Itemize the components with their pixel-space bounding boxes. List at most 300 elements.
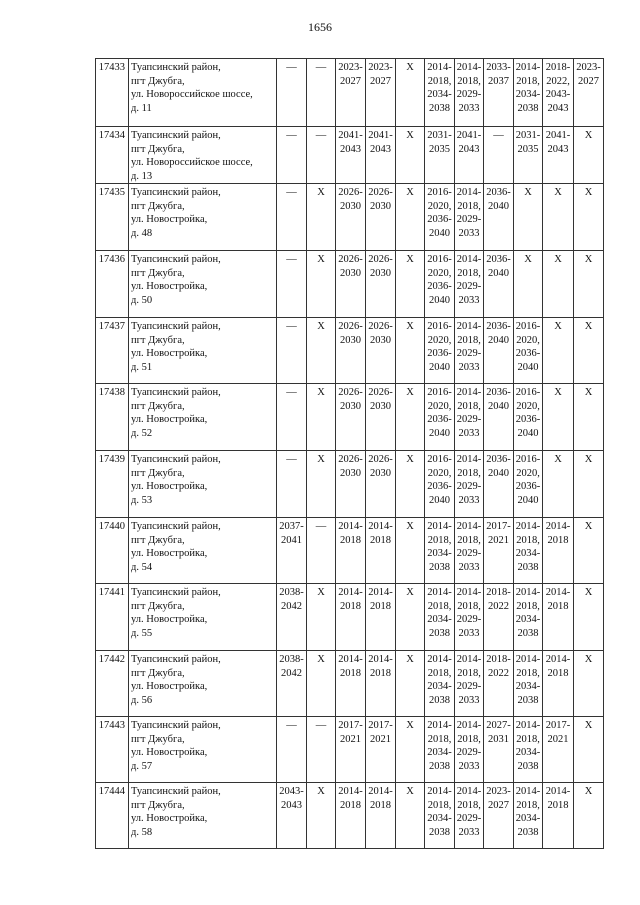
period-cell xyxy=(543,59,574,127)
cell-line: 2027 xyxy=(578,75,599,87)
cell-line: 2027- xyxy=(486,720,511,731)
cell-line: 2033 xyxy=(458,427,480,439)
cell-line: 2034- xyxy=(427,89,452,100)
cell-line: 2014- xyxy=(515,521,541,532)
cell-line: Туапсинский район, xyxy=(131,521,221,532)
cell-line: X xyxy=(584,521,593,532)
table-row xyxy=(96,651,604,717)
cell-line: 2040 xyxy=(429,361,450,373)
period-cell xyxy=(543,783,574,849)
table-row xyxy=(96,518,604,584)
cell-line: пгт Джубга, xyxy=(131,534,185,546)
cell-line: 2029- xyxy=(456,214,482,225)
period-cell xyxy=(366,518,396,584)
cell-line: д. 55 xyxy=(131,627,153,639)
period-cell xyxy=(277,584,307,651)
period-cell xyxy=(307,518,336,584)
cell-line: 2038 xyxy=(517,694,539,706)
cell-line: 2041- xyxy=(338,130,363,141)
cell-line: 2030 xyxy=(370,400,391,412)
address-cell xyxy=(129,184,277,251)
cell-line: 2043 xyxy=(281,799,302,811)
cell-line: 2020, xyxy=(427,334,452,346)
cell-line: — xyxy=(315,62,327,73)
cell-line: 2038 xyxy=(517,561,539,573)
table-row xyxy=(96,783,604,849)
cell-line: — xyxy=(315,130,327,141)
cell-line: 2014- xyxy=(456,654,482,665)
cell-line: 2036- xyxy=(427,481,452,492)
cell-line: пгт Джубга, xyxy=(131,200,185,212)
cell-line: 2022, xyxy=(546,75,570,87)
period-cell xyxy=(425,584,455,651)
period-cell xyxy=(543,584,574,651)
period-cell xyxy=(396,127,425,184)
cell-line: пгт Джубга, xyxy=(131,267,185,279)
cell-line: 2040 xyxy=(517,427,539,439)
cell-line: X xyxy=(584,587,593,598)
period-cell xyxy=(425,251,455,318)
cell-line: 2034- xyxy=(427,548,452,559)
cell-line: 2036- xyxy=(515,414,541,425)
cell-line: 2014- xyxy=(338,786,363,797)
cell-line: 2040 xyxy=(488,467,509,479)
cell-line: 2029- xyxy=(456,747,482,758)
period-cell xyxy=(366,59,396,127)
cell-line: X xyxy=(584,720,593,731)
period-cell xyxy=(574,127,604,184)
cell-line: 2018- xyxy=(545,62,571,73)
cell-line: X xyxy=(317,254,325,265)
cell-line: 2030 xyxy=(340,267,361,279)
period-cell xyxy=(277,651,307,717)
cell-line: X xyxy=(406,130,414,141)
period-cell xyxy=(366,184,396,251)
record-number: 17444 xyxy=(96,783,129,849)
cell-line: 2034- xyxy=(427,813,452,824)
period-cell xyxy=(543,318,574,384)
cell-line: — xyxy=(493,130,504,141)
cell-line: 2014- xyxy=(456,62,482,73)
cell-line: д. 13 xyxy=(131,170,153,182)
cell-line: 2034- xyxy=(515,813,541,824)
period-cell xyxy=(396,651,425,717)
cell-line: 2038 xyxy=(517,826,539,838)
period-cell xyxy=(336,251,366,318)
cell-line: 2036- xyxy=(486,387,511,398)
cell-line: X xyxy=(554,321,562,332)
cell-line: 2018 xyxy=(547,534,569,546)
table-row xyxy=(96,318,604,384)
cell-line: 2018, xyxy=(427,75,452,87)
cell-line: 2030 xyxy=(370,200,391,212)
period-cell xyxy=(514,717,543,783)
cell-line: X xyxy=(317,454,325,465)
period-cell xyxy=(574,251,604,318)
cell-line: X xyxy=(317,654,325,665)
cell-line: 2033 xyxy=(458,227,480,239)
period-cell xyxy=(366,651,396,717)
period-cell xyxy=(514,451,543,518)
period-cell xyxy=(484,783,514,849)
cell-line: 2018 xyxy=(547,600,569,612)
period-cell xyxy=(307,127,336,184)
period-cell xyxy=(574,451,604,518)
cell-line: 2017- xyxy=(486,521,511,532)
period-cell xyxy=(484,384,514,451)
cell-line: 2014- xyxy=(515,587,541,598)
table-body xyxy=(96,59,604,849)
cell-line: Туапсинский район, xyxy=(131,187,221,198)
cell-line: 2036- xyxy=(427,214,452,225)
cell-line: 2014- xyxy=(456,387,482,398)
period-cell xyxy=(484,184,514,251)
cell-line: 2033 xyxy=(458,494,480,506)
cell-line: — xyxy=(315,720,327,731)
cell-line: д. 48 xyxy=(131,227,153,239)
cell-line: 2014- xyxy=(515,62,541,73)
cell-line: 2041- xyxy=(456,130,482,141)
cell-line: 2014- xyxy=(427,62,452,73)
period-cell xyxy=(396,717,425,783)
cell-line: д. 53 xyxy=(131,494,153,506)
cell-line: д. 50 xyxy=(131,294,153,306)
cell-line: X xyxy=(317,187,325,198)
address-cell xyxy=(129,451,277,518)
cell-line: 2014- xyxy=(456,454,482,465)
cell-line: 2014- xyxy=(456,187,482,198)
cell-line: 2034- xyxy=(515,614,541,625)
cell-line: 2018, xyxy=(457,200,481,212)
period-cell xyxy=(574,318,604,384)
cell-line: 2014- xyxy=(545,587,571,598)
cell-line: 2036- xyxy=(486,321,511,332)
cell-line: 2040 xyxy=(429,494,450,506)
cell-line: 2021 xyxy=(547,733,569,745)
cell-line: 2031- xyxy=(427,130,452,141)
cell-line: X xyxy=(406,62,414,73)
cell-line: 2031- xyxy=(515,130,541,141)
cell-line: 2026- xyxy=(338,254,363,265)
cell-line: X xyxy=(406,587,414,598)
cell-line: 2018, xyxy=(427,733,452,745)
period-cell xyxy=(574,384,604,451)
cell-line: 2026- xyxy=(368,454,393,465)
cell-line: 2026- xyxy=(338,187,363,198)
cell-line: 2014- xyxy=(338,587,363,598)
cell-line: ул. Новостройка, xyxy=(131,614,208,625)
cell-line: Туапсинский район, xyxy=(131,321,221,332)
period-cell xyxy=(396,184,425,251)
period-cell xyxy=(336,318,366,384)
cell-line: 2018, xyxy=(457,467,481,479)
cell-line: 2018 xyxy=(340,534,361,546)
record-number: 17439 xyxy=(96,451,129,518)
table-row xyxy=(96,127,604,184)
period-cell xyxy=(336,184,366,251)
period-cell xyxy=(307,184,336,251)
cell-line: 2014- xyxy=(456,786,482,797)
cell-line: 2043 xyxy=(547,102,569,114)
address-cell xyxy=(129,783,277,849)
cell-line: 2038- xyxy=(279,654,304,665)
period-cell xyxy=(514,651,543,717)
period-cell xyxy=(366,717,396,783)
period-cell xyxy=(277,518,307,584)
cell-line: ул. Новороссийское шоссе, xyxy=(131,157,253,168)
cell-line: д. 58 xyxy=(131,826,153,838)
cell-line: X xyxy=(317,321,325,332)
cell-line: 2016- xyxy=(427,254,452,265)
cell-line: 2014- xyxy=(456,720,482,731)
period-cell xyxy=(396,783,425,849)
cell-line: 2029- xyxy=(456,548,482,559)
period-cell xyxy=(277,127,307,184)
cell-line: 2018 xyxy=(547,799,569,811)
cell-line: 2014- xyxy=(545,654,571,665)
cell-line: 2040 xyxy=(488,267,509,279)
cell-line: 2029- xyxy=(456,348,482,359)
cell-line: пгт Джубга, xyxy=(131,667,185,679)
address-cell xyxy=(129,318,277,384)
period-cell xyxy=(336,384,366,451)
record-number: 17438 xyxy=(96,384,129,451)
period-cell xyxy=(425,518,455,584)
period-cell xyxy=(574,783,604,849)
cell-line: 2014- xyxy=(515,720,541,731)
cell-line: 2018, xyxy=(457,334,481,346)
period-cell xyxy=(277,184,307,251)
cell-line: 2036- xyxy=(427,348,452,359)
table-row xyxy=(96,717,604,783)
period-cell xyxy=(307,251,336,318)
cell-line: — xyxy=(286,187,297,198)
cell-line: пгт Джубга, xyxy=(131,799,185,811)
cell-line: 2014- xyxy=(545,786,571,797)
cell-line: ул. Новостройка, xyxy=(131,681,208,692)
cell-line: 2018 xyxy=(340,600,361,612)
cell-line: 2018, xyxy=(427,534,452,546)
cell-line: 2014- xyxy=(427,786,452,797)
cell-line: — xyxy=(286,720,297,731)
period-cell xyxy=(366,251,396,318)
cell-line: 2018, xyxy=(457,733,481,745)
address-cell xyxy=(129,59,277,127)
cell-line: 2040 xyxy=(517,494,539,506)
cell-line: 2018, xyxy=(457,799,481,811)
period-cell xyxy=(484,518,514,584)
cell-line: 2038 xyxy=(517,102,539,114)
period-cell xyxy=(484,318,514,384)
cell-line: 2029- xyxy=(456,681,482,692)
cell-line: 2030 xyxy=(370,267,391,279)
cell-line: — xyxy=(286,321,297,332)
cell-line: д. 11 xyxy=(131,102,152,114)
cell-line: 2040 xyxy=(488,400,509,412)
cell-line: 2018 xyxy=(370,600,391,612)
cell-line: 2033 xyxy=(458,102,480,114)
cell-line: 2034- xyxy=(515,548,541,559)
cell-line: 2014- xyxy=(338,521,363,532)
period-cell xyxy=(425,184,455,251)
cell-line: X xyxy=(406,654,414,665)
period-cell xyxy=(425,451,455,518)
cell-line: 2036- xyxy=(486,254,511,265)
cell-line: 2018, xyxy=(457,667,481,679)
cell-line: 2014- xyxy=(368,587,393,598)
cell-line: 2030 xyxy=(340,334,361,346)
cell-line: 2029- xyxy=(456,481,482,492)
cell-line: X xyxy=(554,254,562,265)
period-cell xyxy=(455,127,484,184)
cell-line: 2034- xyxy=(427,614,452,625)
cell-line: 2033 xyxy=(458,561,480,573)
period-cell xyxy=(574,584,604,651)
cell-line: X xyxy=(406,187,414,198)
cell-line: 2021 xyxy=(340,733,361,745)
cell-line: 2038 xyxy=(429,627,450,639)
period-cell xyxy=(336,783,366,849)
table-row xyxy=(96,59,604,127)
cell-line: 2042 xyxy=(281,600,302,612)
cell-line: ул. Новостройка, xyxy=(131,548,208,559)
cell-line: 2038 xyxy=(429,102,450,114)
cell-line: 2021 xyxy=(488,534,509,546)
period-cell xyxy=(514,318,543,384)
cell-line: X xyxy=(584,187,593,198)
period-cell xyxy=(366,584,396,651)
record-number: 17435 xyxy=(96,184,129,251)
table-row xyxy=(96,584,604,651)
cell-line: 2018, xyxy=(457,267,481,279)
period-cell xyxy=(277,251,307,318)
record-number: 17440 xyxy=(96,518,129,584)
cell-line: 2027 xyxy=(370,75,391,87)
period-cell xyxy=(484,127,514,184)
cell-line: 2037- xyxy=(279,521,304,532)
period-cell xyxy=(484,59,514,127)
cell-line: Туапсинский район, xyxy=(131,254,221,265)
period-cell xyxy=(455,518,484,584)
cell-line: 2041- xyxy=(368,130,393,141)
period-cell xyxy=(336,59,366,127)
address-cell xyxy=(129,127,277,184)
cell-line: 2035 xyxy=(517,143,539,155)
cell-line: 2016- xyxy=(515,387,541,398)
table-row xyxy=(96,251,604,318)
period-cell xyxy=(425,127,455,184)
cell-line: 2023- xyxy=(576,62,601,73)
cell-line: 2040 xyxy=(429,227,450,239)
period-cell xyxy=(396,251,425,318)
period-cell xyxy=(455,251,484,318)
table-row xyxy=(96,184,604,251)
cell-line: пгт Джубга, xyxy=(131,75,185,87)
cell-line: 2034- xyxy=(515,681,541,692)
cell-line: 2023- xyxy=(338,62,363,73)
cell-line: 2017- xyxy=(368,720,393,731)
cell-line: 2038- xyxy=(279,587,304,598)
cell-line: д. 54 xyxy=(131,561,153,573)
cell-line: 2018- xyxy=(486,587,511,598)
period-cell xyxy=(307,451,336,518)
cell-line: 2033 xyxy=(458,826,480,838)
period-cell xyxy=(514,184,543,251)
cell-line: X xyxy=(584,130,593,141)
cell-line: 2040 xyxy=(488,334,509,346)
cell-line: 2014- xyxy=(338,654,363,665)
cell-line: 2022 xyxy=(488,600,509,612)
cell-line: д. 57 xyxy=(131,760,153,772)
cell-line: X xyxy=(406,521,414,532)
cell-line: Туапсинский район, xyxy=(131,720,221,731)
cell-line: X xyxy=(584,254,593,265)
cell-line: 2018, xyxy=(516,534,540,546)
cell-line: 2038 xyxy=(429,826,450,838)
cell-line: ул. Новостройка, xyxy=(131,747,208,758)
cell-line: 2034- xyxy=(515,747,541,758)
cell-line: 2026- xyxy=(338,387,363,398)
cell-line: 2029- xyxy=(456,281,482,292)
cell-line: ул. Новостройка, xyxy=(131,481,208,492)
cell-line: 2023- xyxy=(486,786,511,797)
page-number: 1656 xyxy=(308,20,332,34)
repair-schedule-table xyxy=(95,58,604,849)
period-cell xyxy=(543,451,574,518)
cell-line: 2029- xyxy=(456,614,482,625)
period-cell xyxy=(514,251,543,318)
record-number: 17441 xyxy=(96,584,129,651)
cell-line: пгт Джубга, xyxy=(131,600,185,612)
cell-line: 2035 xyxy=(429,143,450,155)
cell-line: 2016- xyxy=(427,387,452,398)
cell-line: X xyxy=(406,254,414,265)
cell-line: 2020, xyxy=(516,400,540,412)
cell-line: 2033 xyxy=(458,294,480,306)
cell-line: 2040 xyxy=(429,427,450,439)
period-cell xyxy=(574,59,604,127)
cell-line: 2014- xyxy=(456,254,482,265)
cell-line: пгт Джубга, xyxy=(131,400,185,412)
cell-line: 2018, xyxy=(457,75,481,87)
period-cell xyxy=(455,184,484,251)
cell-line: 2036- xyxy=(515,348,541,359)
period-cell xyxy=(307,783,336,849)
period-cell xyxy=(307,651,336,717)
period-cell xyxy=(307,384,336,451)
cell-line: 2040 xyxy=(429,294,450,306)
period-cell xyxy=(307,584,336,651)
cell-line: 2038 xyxy=(517,760,539,772)
cell-line: 2016- xyxy=(427,321,452,332)
period-cell xyxy=(574,717,604,783)
cell-line: 2029- xyxy=(456,89,482,100)
cell-line: 2020, xyxy=(516,467,540,479)
cell-line: X xyxy=(406,786,414,797)
cell-line: 2040 xyxy=(517,361,539,373)
cell-line: X xyxy=(584,786,593,797)
cell-line: X xyxy=(554,454,562,465)
cell-line: 2036- xyxy=(486,187,511,198)
period-cell xyxy=(425,59,455,127)
cell-line: 2033 xyxy=(458,627,480,639)
cell-line: 2038 xyxy=(429,760,450,772)
address-cell xyxy=(129,384,277,451)
period-cell xyxy=(455,584,484,651)
table-row xyxy=(96,451,604,518)
cell-line: 2029- xyxy=(456,414,482,425)
cell-line: 2036- xyxy=(486,454,511,465)
